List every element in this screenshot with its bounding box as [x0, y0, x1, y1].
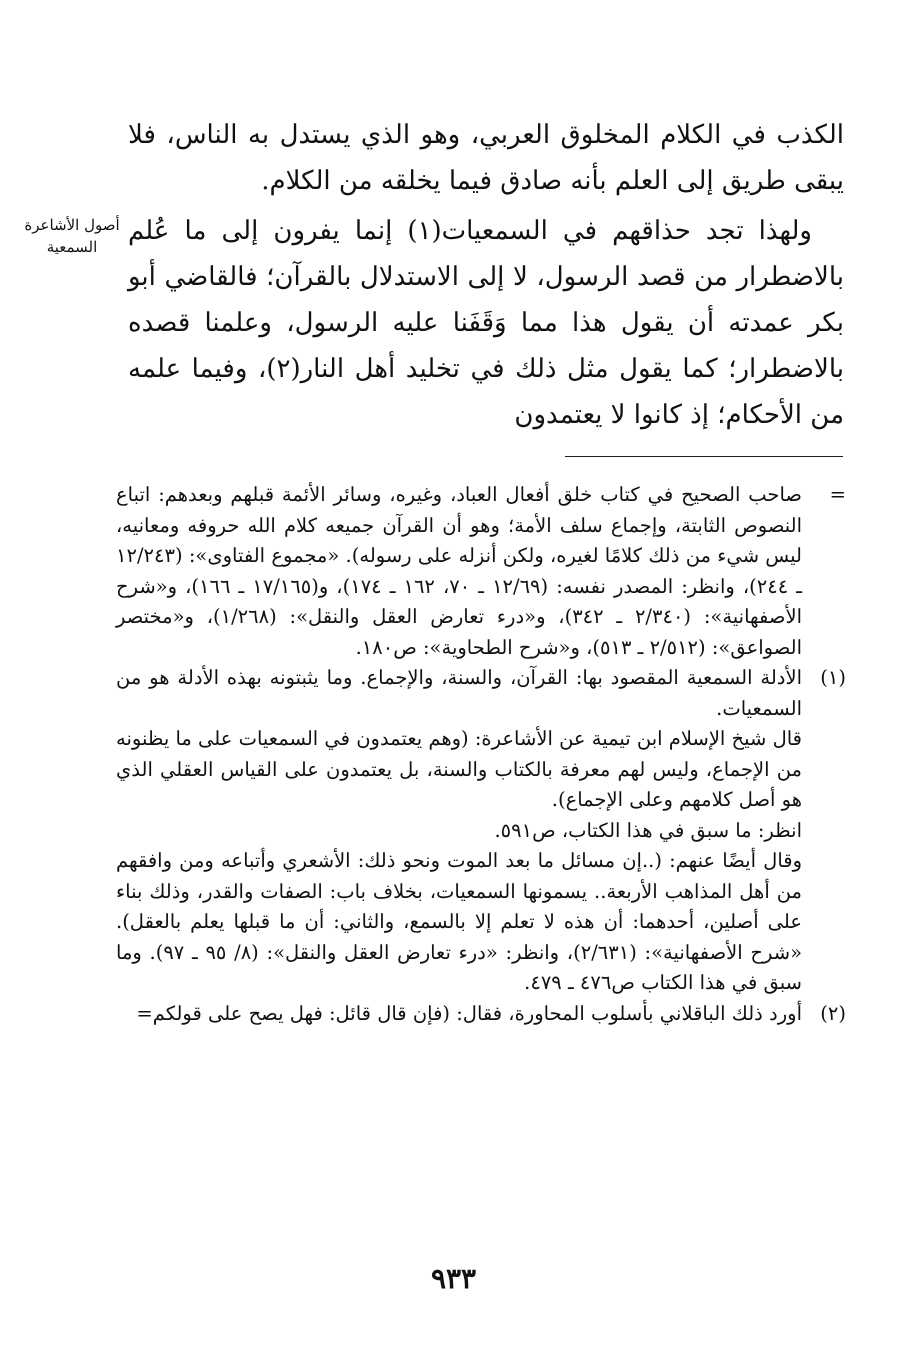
footnote-continuation: [116, 480, 846, 663]
footnote-1-see: انظر: ما سبق في هذا الكتاب، ص٥٩١.: [494, 818, 802, 842]
continuation-mark: =: [829, 483, 846, 506]
footnote-1-text: الأدلة السمعية المقصود بها: القرآن، والسنة، والإجماع. وما يثبتونه بهذه الأدلة هو من السمعيات.: [116, 666, 802, 720]
page-number: ٩٣٣: [430, 1262, 477, 1295]
footnote-continuation-text: صاحب الصحيح في كتاب خلق أفعال العباد، وغيره، وسائر الأئمة قبلهم وبعدهم: اتباع النصوص الثابتة، وإجماع سلف الأمة؛ وهو أن القرآن جميعه كلام الله حروفه ومعانيه، ليس شيء من ذلك كلامًا لغيره، ولكن أنزله على رسوله). «مجموع الفتاوى»: (١٢/٢٤٣ ـ ٢٤٤)، وانظر: المصدر نفسه: (١٢/٦٩ ـ ٧٠، ١٦٢ ـ ١٧٤)، و(١٧/١٦٥ ـ ١٦٦)، و«شرح الأصفهانية»: (٢/٣٤٠ ـ ٣٤٢)، و«درء تعارض العقل والنقل»: (١/٢٦٨)، و«مختصر الصواعق»: (٢/٥١٢ ـ ٥١٣)، و«شرح الطحاوية»: ص١٨٠.: [116, 483, 802, 659]
footnotes: [116, 480, 846, 1029]
footnote-2-number: (٢): [820, 1001, 846, 1025]
footnote-1-quote-2: وقال أيضًا عنهم: (..إن مسائل ما بعد الموت ونحو ذلك: الأشعري وأتباعه ومن وافقهم من أهل المذاهب الأربعة.. يسمونها السمعيات، بخلاف باب: الصفات والقدر، وذلك بناء على أصلين، أحدهما: أن هذه لا تعلم إلا بالسمع، والثاني: أن ما قبلها يعلم بالعقل). «شرح الأصفهانية»: (٢/٦٣١)، وانظر: «درء تعارض العقل والنقل»: (٨/ ٩٥ ـ ٩٧). وما سبق في هذا الكتاب ص٤٧٦ ـ ٤٧٩.: [116, 849, 802, 994]
footnote-separator: [565, 456, 843, 457]
margin-note: أصول الأشاعرة السمعية: [24, 216, 120, 256]
main-paragraph-1: الكذب في الكلام المخلوق العربي، وهو الذي يستدل به الناس، فلا يبقى طريق إلى العلم بأنه صادق فيما يخلقه من الكلام.: [128, 120, 844, 196]
footnote-1: [116, 663, 846, 724]
footnote-2: [116, 999, 846, 1030]
footnote-1-number: (١): [820, 666, 846, 689]
footnote-1-quote-1: قال شيخ الإسلام ابن تيمية عن الأشاعرة: (وهم يعتمدون في السمعيات على ما يظنونه من الإجماع، وليس لهم معرفة بالكتاب والسنة، بل يعتمدون على القياس العقلي الذي هو أصل كلامهم وعلى الإجماع).: [116, 727, 802, 811]
main-paragraph-2: ولهذا تجد حذاقهم في السمعيات(١) إنما يفرون إلى ما عُلم بالاضطرار من قصد الرسول، لا إلى الاستدلال بالقرآن؛ فالقاضي أبو بكر عمدته أن يقول هذا مما وَقَفَنا عليه الرسول، وعلمنا قصده بالاضطرار؛ كما يقول مثل ذلك في تخليد أهل النار(٢)، وفيما علمه من الأحكام؛ إذ كانوا لا يعتمدون: [128, 216, 844, 430]
footnote-2-text: أورد ذلك الباقلاني بأسلوب المحاورة، فقال: (فإن قال قائل: فهل يصح على قولكم=: [136, 1001, 802, 1025]
main-text: [128, 112, 844, 438]
